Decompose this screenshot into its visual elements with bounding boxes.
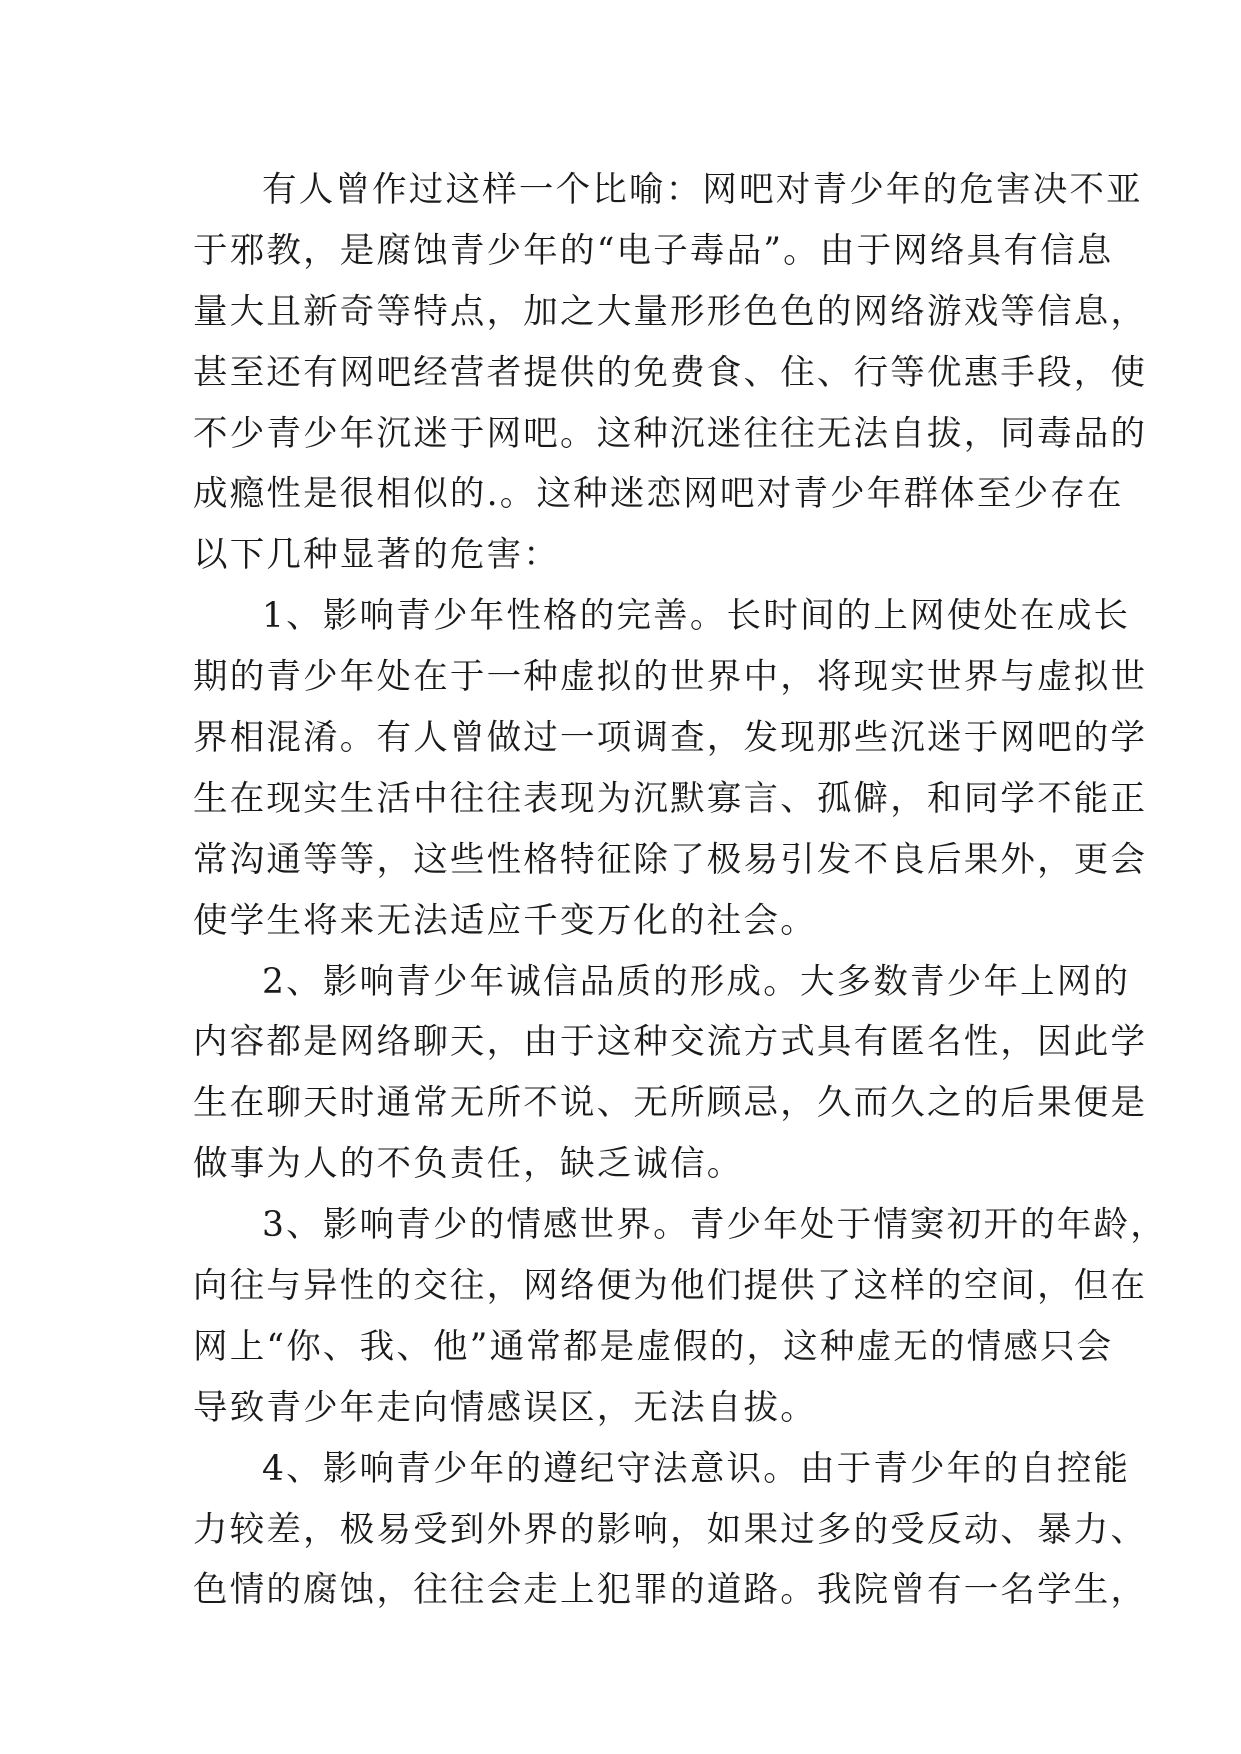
text-line: 常沟通等等，这些性格特征除了极易引发不良后果外，更会 — [193, 839, 1148, 880]
text-line: 3、影响青少的情感世界。青少年处于情窦初开的年龄， — [262, 1205, 1167, 1246]
text-line: 色情的腐蚀，往往会走上犯罪的道路。我院曾有一名学生， — [193, 1570, 1148, 1611]
text-line: 网上“你、我、他”通常都是虚假的，这种虚无的情感只会 — [193, 1326, 1114, 1367]
text-line: 使学生将来无法适应千变万化的社会。 — [193, 900, 817, 941]
text-line: 力较差，极易受到外界的影响，如果过多的受反动、暴力、 — [193, 1509, 1148, 1550]
text-line: 内容都是网络聊天，由于这种交流方式具有匿名性，因此学 — [193, 1022, 1148, 1063]
text-line: 有人曾作过这样一个比喻：网吧对青少年的危害决不亚 — [262, 170, 1143, 210]
text-line: 甚至还有网吧经营者提供的免费食、住、行等优惠手段，使 — [193, 352, 1148, 393]
text-line: 1、影响青少年性格的完善。长时间的上网使处在成长 — [262, 596, 1131, 637]
text-line: 期的青少年处在于一种虚拟的世界中，将现实世界与虚拟世 — [193, 657, 1148, 698]
text-line: 以下几种显著的危害： — [193, 535, 560, 576]
text-line: 于邪教，是腐蚀青少年的“电子毒品”。由于网络具有信息 — [193, 230, 1114, 271]
text-line: 做事为人的不负责任，缺乏诚信。 — [193, 1144, 744, 1185]
text-line: 向往与异性的交往，网络便为他们提供了这样的空间，但在 — [193, 1266, 1148, 1307]
text-line: 生在聊天时通常无所不说、无所顾忌，久而久之的后果便是 — [193, 1083, 1148, 1124]
text-line: 不少青少年沉迷于网吧。这种沉迷往往无法自拔，同毒品的 — [193, 413, 1148, 454]
text-line: 2、影响青少年诚信品质的形成。大多数青少年上网的 — [262, 961, 1131, 1002]
text-line: 4、影响青少年的遵纪守法意识。由于青少年的自控能 — [262, 1448, 1131, 1489]
text-line: 生在现实生活中往往表现为沉默寡言、孤僻，和同学不能正 — [193, 778, 1148, 819]
document-body — [193, 160, 1167, 1621]
text-line: 界相混淆。有人曾做过一项调查，发现那些沉迷于网吧的学 — [193, 718, 1148, 759]
text-line: 量大且新奇等特点，加之大量形形色色的网络游戏等信息， — [193, 291, 1148, 332]
text-line: 成瘾性是很相似的.。这种迷恋网吧对青少年群体至少存在 — [193, 474, 1124, 515]
text-line: 导致青少年走向情感误区，无法自拔。 — [193, 1387, 817, 1428]
